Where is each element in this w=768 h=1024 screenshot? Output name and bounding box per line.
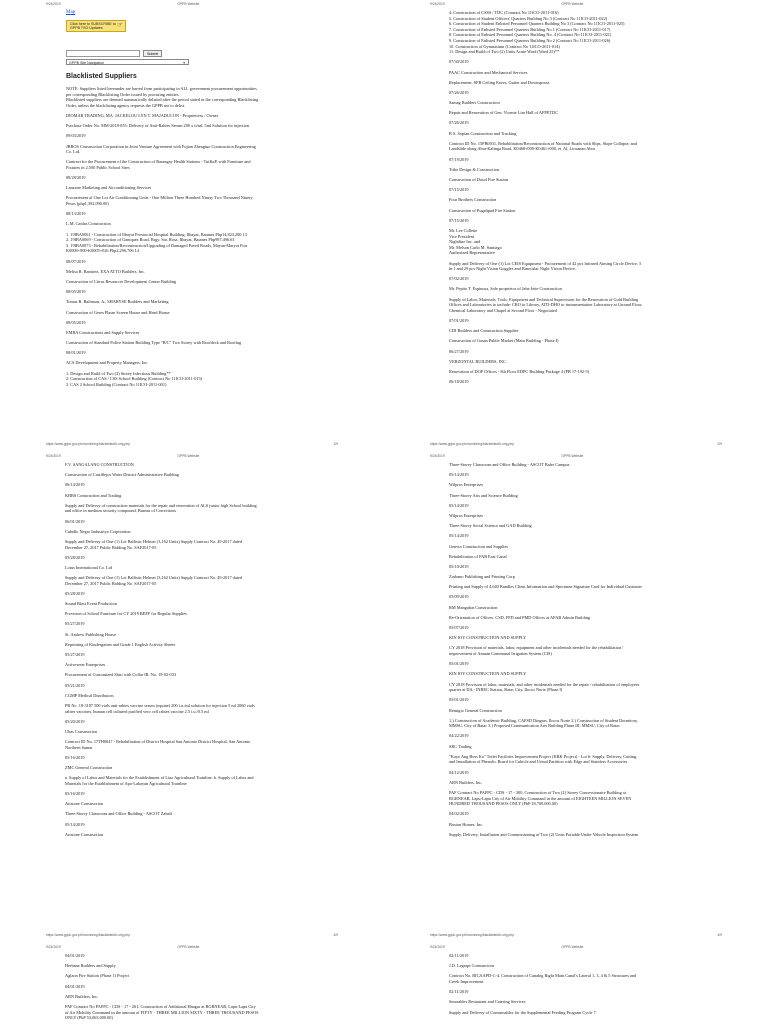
text-line: NOTE: Suppliers listed hereunder are barred from participating in ALL government procurement opportunities bbox=[66, 86, 257, 91]
text-line: PAAC Construction and Mechanical Services bbox=[449, 69, 528, 75]
text-line: 6. Construction of Student Enlisted Personnel Quarters Building No 3 (Contract No 11ICO-2011-025) bbox=[449, 21, 625, 27]
text-line: KIN IOY CONSTRUCTION AND SUPPLY bbox=[449, 671, 527, 677]
text-line: Wilpros Enterprises bbox=[449, 482, 484, 488]
text-line: Genvin Construction and Supplies bbox=[449, 543, 509, 549]
text-line: Chemical Laboratory and Chapel at Second Floor - Negotiated bbox=[449, 307, 557, 313]
text-line: Pesos (php1,392,090.00) bbox=[66, 201, 109, 207]
text-line: 9. Construction of Enlisted Personnel Quarters Building No 2 (Contract No 11ICO-2011-026) bbox=[449, 37, 611, 43]
text-line: Tomas B. Bathman, Jr., SHARYSE Builders and Marketing bbox=[66, 299, 169, 305]
text-line: 06/01/2019 bbox=[65, 518, 85, 524]
text-line: Supply and Delivery of One (1) Lot CEIS Equipment - Procurement of 42 pcs Infrared Aiming Circle Device, 5 bbox=[449, 260, 642, 266]
text-line: Supply and Delivery of One (1) Lot Ballistic Helmet (3,162 Units) Supply Contract No. 49-2017 dated bbox=[65, 575, 242, 581]
text-line: PR No. 18-3187 500 vials anti-rabies vaccine serum (equine) 200 i.u./ml solution for injection 5 ml 2060 vials bbox=[65, 702, 255, 708]
text-line: Aglaon Fire Station (Phase 1) Project bbox=[65, 973, 130, 979]
text-line: 1. Design and Build of Two (2) Storey Infectious Building** bbox=[66, 370, 171, 376]
text-line: 05/21/2019 bbox=[65, 682, 85, 688]
header-title: GPPB Website bbox=[177, 454, 200, 458]
text-line: 07/15/2019 bbox=[449, 187, 469, 193]
pdf-page-4 bbox=[384, 452, 768, 943]
text-line: per corresponding Blacklisting Order issued by procuring entities. bbox=[66, 91, 180, 97]
document-text bbox=[449, 10, 722, 385]
text-line: EMRA Constructions and Supply Services bbox=[66, 329, 140, 335]
text-line: Re-Orientation of Offices: CSD, FFD and PMD Offices at AFAB Admin Building bbox=[449, 614, 591, 620]
text-line: Smorables Restaurant and Catering Services bbox=[449, 999, 526, 1005]
text-line: Contract ID No. 15PB0031, Rehabilitation/Reconstruction of National Roads with Slips, Slope Collapse, and bbox=[449, 140, 637, 146]
text-line: 08/07/2019 bbox=[66, 258, 86, 264]
text-line: of Air Mobility Command in the amount of FIFTY - THREE MILLION SIXTY - THREE THOUSAND PESOS bbox=[65, 1009, 259, 1015]
text-line: 1.) Construction of Academic Building, CAFSD Dingras, Ilocos Norte 2.) Construction of Student Dormitory, bbox=[449, 717, 639, 723]
page-header bbox=[46, 945, 338, 951]
text-line: Remigio General Construction bbox=[449, 707, 502, 713]
text-line: 05/14/2019 bbox=[449, 502, 469, 508]
text-line: Reprinting of Kindergarten and Grade 1 English Activity Sheets bbox=[65, 641, 176, 647]
text-line: R.S. Sopian Construction and Trucking bbox=[449, 130, 517, 136]
page-number: 2/9 bbox=[717, 442, 722, 446]
document-text bbox=[449, 953, 722, 1015]
text-line: 02/11/2019 bbox=[449, 953, 469, 958]
text-line: Artstone Construction bbox=[65, 831, 104, 837]
text-line: Mr. Melson Carlo M. Santiago bbox=[449, 244, 502, 250]
text-line: Procurement of One Lot Air Conditioning Units - One Million Three Hundred Ninety Two Thousand Ninety bbox=[66, 195, 253, 201]
text-line: improvement of Amuan Communal Irrigation System (CIS) bbox=[449, 650, 552, 656]
text-line: HUNDRED THOUSAND PESOS ONLY (PhP 18,700,000.00) bbox=[449, 801, 558, 807]
text-line: 8. Construction of Enlisted Personnel Quarters Building No. 4 (Contract No 11ICO-2011-021) bbox=[449, 32, 612, 38]
text-line: 05/07/2019 bbox=[449, 625, 469, 630]
text-line: ACS Development and Property Managers, Inc bbox=[66, 360, 148, 366]
page-number: 3/9 bbox=[333, 933, 338, 937]
search-input[interactable] bbox=[66, 50, 140, 57]
text-line: Creek Improvement bbox=[449, 978, 484, 984]
page-number: 4/9 bbox=[717, 933, 722, 937]
text-line: K0008+900-K0005+026 Php2,296,706.14 bbox=[66, 248, 139, 254]
text-line: Tribe Design & Construction bbox=[449, 166, 500, 172]
text-line: 2. 19IBA0069 - Construction of Ganiquez Road, Brgy. Sta. Rosa, Ilbayat, Batanes Php987,496.63 bbox=[66, 237, 235, 243]
header-date: 9/24/2019 bbox=[430, 454, 445, 458]
text-line: 2. Construction of CAS / CSS School Building (Contract No 11ICO-2011-015) bbox=[66, 376, 203, 382]
page-footer bbox=[46, 933, 338, 939]
text-line: Three-Storey Classroom and Office Building - ASCOT Zabali bbox=[65, 811, 172, 817]
pdf-page-5 bbox=[0, 943, 384, 1024]
text-line: Authorized Representative bbox=[449, 250, 495, 256]
page-footer bbox=[46, 442, 338, 448]
text-line: quarter at DA - INREC Station, Batac City, Ilocos Norte (Phase I) bbox=[449, 687, 563, 693]
page-body bbox=[449, 462, 722, 931]
text-line: 04/22/2019 bbox=[449, 733, 469, 739]
text-line: Supply and Delivery of One (1) Lot Ballistic Helmet (3,162 Units) Supply Contract No. 49-2017 dated bbox=[65, 538, 242, 544]
text-line: 05/16/2019 bbox=[65, 791, 85, 796]
text-line: a. Supply of Labor and Materials for the Establishment of Liao Agricultural Trainline. b. Supply of Labor and bbox=[65, 775, 254, 781]
pdf-page-6 bbox=[384, 943, 768, 1024]
text-line: 3. 19IBA0073 - Rehabilitation/Reconstruction/Upgrading of Damaged Paved Roads, Mayan-Maryot Port bbox=[66, 242, 248, 248]
text-line: 1. 19IBA0061 - Construction of Ilbayat Provincial Hospital Building, Ilbayat, Batanes Php14,823,200.13 bbox=[66, 231, 247, 237]
text-line: 07/19/2019 bbox=[449, 156, 469, 162]
text-line: 06/14/2019 bbox=[65, 482, 85, 488]
header-date: 9/24/2019 bbox=[430, 2, 445, 6]
document-text bbox=[449, 462, 722, 837]
text-line: and office in medium security compound, Bureau of Corrections bbox=[65, 508, 177, 514]
text-line: Construction of Standard Police Station Building Type "B/C" Two Storey with Roofdeck and Roofing bbox=[66, 340, 242, 346]
text-line: 05/16/2019 bbox=[65, 754, 85, 760]
text-line: 05/28/2019 bbox=[65, 554, 85, 560]
page-body bbox=[449, 10, 722, 440]
page-number: 1/9 bbox=[333, 442, 338, 446]
text-line: KBBS Construction and Trading bbox=[65, 492, 122, 498]
text-line: MMSU, City of Batac 3.) Proposed Communication Arts Building Phase III, MMSU, City of Batac bbox=[449, 723, 620, 729]
text-line: Replacement: SFB Ceiling Eaves, Gutter and Downspouts bbox=[449, 79, 550, 85]
page-body bbox=[65, 462, 338, 931]
chevron-down-icon: ▾ bbox=[183, 61, 185, 65]
text-line: 04/02/2019 bbox=[449, 811, 469, 817]
page-header bbox=[46, 454, 338, 460]
page-title: Blacklisted Suppliers bbox=[66, 73, 137, 80]
text-line: CDI Builders and Construction Supplies bbox=[449, 328, 519, 334]
text-line: 07/26/2019 bbox=[449, 120, 469, 126]
text-line: Provision of School Furniture for CY 2019 BEFF for Regular Supplies bbox=[65, 611, 187, 617]
text-line: Repair and Renovation of Gen. Vicente Lim Hall of AFPETDC bbox=[449, 110, 558, 116]
site-navigation-label: GPPB Site Navigation bbox=[69, 61, 105, 65]
text-line: Procurement of Customized Shirt with Collar IB. No. 19-02-033 bbox=[65, 672, 176, 678]
text-line: Three-Storey Classroom and Office Building - ASCOT Baler Campus bbox=[449, 462, 570, 467]
text-line: Zurbano Publishing and Printing Corp bbox=[449, 574, 515, 580]
text-line: 07/30/2019 bbox=[449, 59, 469, 65]
text-line: St. Andrew Publishing House bbox=[65, 631, 116, 637]
page-header bbox=[46, 2, 338, 8]
text-line: 05/20/2019 bbox=[65, 718, 85, 724]
text-line: 05/28/2019 bbox=[65, 590, 85, 596]
text-line: Purchase Order No. MM-2018-055: Delivery of Anti-Rabies Serum 200 x ti/ml, 5ml Solution for injection bbox=[66, 123, 250, 129]
text-line: Sound Blast Event Production bbox=[65, 601, 117, 607]
text-line: Artstone Construction bbox=[65, 801, 104, 807]
page-footer bbox=[430, 442, 722, 448]
text-line: rabies vaccines, human cell cultured purified vero cell rabies vaccine 2.5 i.u./0.5 ml bbox=[65, 708, 209, 714]
pdf-page-3 bbox=[0, 452, 384, 943]
text-line: Mr. Lee Collette bbox=[449, 227, 478, 233]
text-line: 05/01/2019 bbox=[449, 661, 469, 667]
text-line: 02/11/2019 bbox=[449, 989, 469, 995]
text-line: Blacklisted suppliers are deemed automatically delisted after the period stated in the corresponding Blacklisting bbox=[66, 97, 259, 103]
text-line: 3. CAS 2 School Building (Contract No 11ICO-2011-001) bbox=[66, 381, 167, 387]
text-line: Supply of Labor, Materials, Tools, Equipment and Technical Supervision for the Renovation of Gold Building bbox=[449, 296, 639, 302]
text-line: CY 2018 Provision of materials, labor, equipment and other incidentals needed for the rehabilitation / bbox=[449, 645, 624, 651]
text-line: 07/02/2019 bbox=[449, 276, 469, 282]
text-line: Construction of Germ Plasm Screen House and Head House bbox=[66, 309, 170, 315]
text-line: CGMP Medical Distributors bbox=[65, 692, 114, 698]
text-line: ARN Builders, Inc. bbox=[449, 779, 483, 785]
text-line: and Installation of Phenolic Board for Cubicle and Urinal Partition with Edge and Stainless Accessories bbox=[449, 759, 628, 765]
text-line: 05/27/2019 bbox=[65, 651, 85, 657]
text-line: PAF Contract No PAFPC - CDS - 17 - 261, Construction of Additional Hangar at BGBNEAB, Lapu-Lapu City bbox=[65, 1003, 256, 1009]
map-link[interactable]: Map bbox=[66, 10, 76, 15]
text-line: Mr. Pepito T. Espinosa, Sole proprietor of Jabe Jette Construction bbox=[449, 286, 562, 292]
text-line: 04/01/2019 bbox=[65, 953, 85, 958]
text-line: 08/05/2019 bbox=[66, 319, 86, 325]
text-line: 05/27/2019 bbox=[65, 621, 85, 627]
page-body bbox=[65, 953, 338, 1024]
header-title: GPPB Website bbox=[561, 454, 584, 458]
text-line: Landslide along Abra-Kalinga Road, K0468+000-K0461+000, et. Al, Licuanan Abra bbox=[449, 146, 595, 152]
header-title: GPPB Website bbox=[561, 945, 584, 949]
text-line: 08/13/2019 bbox=[66, 211, 86, 217]
text-line: ZMC General Construction bbox=[65, 765, 113, 771]
header-title: GPPB Website bbox=[561, 2, 584, 6]
text-line: Four Brothers Construction bbox=[449, 197, 497, 203]
text-line: Co. Ltd. bbox=[66, 149, 81, 155]
text-line: Supply and Delivery of construction materials for the repair and renovation of ALS junior high School building bbox=[65, 502, 257, 508]
text-line: JBROS Construction Corporation in Joint Venture Agreement with Fujian Zhengtuo Construction Engineering bbox=[66, 143, 256, 149]
text-line: L.M. Canlas Construction bbox=[66, 221, 111, 227]
text-line: Vice President bbox=[449, 233, 474, 239]
search-form bbox=[66, 50, 338, 57]
text-line: Supply, Delivery, Installation and Commissioning of Two (2) Units Portable Under Vehicle Inspection System bbox=[449, 831, 639, 837]
pdf-page-2 bbox=[384, 0, 768, 452]
text-line: in 1 and 29 pcs Night Vision Goggles and Binocular Night Vision Device. bbox=[449, 266, 577, 272]
text-line: Construction of Castillejos Water District Administrative Building bbox=[65, 472, 179, 478]
page-header bbox=[430, 2, 722, 8]
text-line: 05/14/2019 bbox=[449, 533, 469, 539]
text-line: Rehabilitation of FAB East Canal bbox=[449, 553, 507, 559]
submit-button[interactable]: Submit bbox=[143, 50, 162, 57]
text-line: Lanzaire Marketing and Airconditioning Services bbox=[66, 185, 152, 191]
text-line: Order, unless the blacklisting agency requests the GPPB not to delist. bbox=[66, 102, 186, 108]
text-line: December 27, 2017 Public Bidding No. SAF2017-05 bbox=[65, 580, 157, 586]
text-line: BGBNEAB, Lapu-Lapu City of Air Mobility Command in the amount of EIGHTEEN MILLION SEVEN bbox=[449, 795, 632, 801]
text-line: Supply and Delivery of Consumables for the Supplemental Feeding Program Cycle 7 bbox=[449, 1009, 596, 1015]
text-line: Contract ID No. 17TH0047 - Rehabilitation of District Hospital San Antonio District Hospital, San Antonio bbox=[65, 739, 251, 745]
footer-url: https://www.gppb.gov.ph/monitoring/blacklisted/b-orig.php bbox=[46, 933, 131, 937]
text-line: ONLY (PhP 53,063,000.00) bbox=[65, 1015, 113, 1021]
text-line: 10. Construction of Gymnasium (Contract No 11ICO-2011-014) bbox=[449, 43, 560, 49]
text-line: Contract for the Procurement of the Construction of Barangay Health Stations - TutKaP, with Furniture and bbox=[66, 159, 251, 165]
header-date: 9/24/2019 bbox=[46, 454, 61, 458]
text-line: Three-Storey Arts and Science Building bbox=[449, 492, 518, 498]
document-text bbox=[65, 462, 338, 837]
text-line: 08/28/2019 bbox=[66, 175, 86, 181]
text-line: Wilpros Enterprises bbox=[449, 512, 484, 518]
text-line: RM Mangubat Construction bbox=[449, 604, 498, 610]
text-line: Nightline Inc. and bbox=[449, 239, 481, 245]
header-date: 9/24/2019 bbox=[46, 945, 61, 949]
text-line: 07/26/2019 bbox=[449, 89, 469, 95]
text-line: 05/09/2019 bbox=[449, 594, 469, 600]
site-navigation-select[interactable] bbox=[66, 59, 189, 65]
header-date: 9/24/2019 bbox=[46, 2, 61, 6]
header-date: 9/24/2019 bbox=[430, 945, 445, 949]
subscribe-banner-text: Click here to SUBSCRIBE to GPPB TSO Updates bbox=[70, 21, 116, 30]
text-line: Materials for the Establishment of Apo-Labayan Agricultural Trainline bbox=[65, 780, 187, 786]
text-line: 05/01/2019 bbox=[449, 697, 469, 703]
text-line: KIN IOY CONSTRUCTION AND SUPPLY bbox=[449, 635, 527, 641]
subscribe-banner[interactable] bbox=[66, 20, 126, 32]
text-line: VERZONTAL BUILDERS, INC. bbox=[449, 358, 507, 364]
page-body bbox=[66, 10, 338, 440]
text-line: 06/27/2019 bbox=[449, 348, 469, 354]
text-line: 08/01/2019 bbox=[66, 350, 86, 356]
footer-url: https://www.gppb.gov.ph/monitoring/blacklisted/b-orig.php bbox=[430, 442, 515, 446]
page-header bbox=[430, 945, 722, 951]
text-line: DIOMAR TRADING, MA. JACKELOU LYN T. MAJADUCON - Proprietress / Owner bbox=[66, 112, 219, 118]
text-line: Boston Homes, Inc. bbox=[449, 821, 484, 827]
text-line: Construction of Gasan Public Market (Main Building - Phase I) bbox=[449, 338, 559, 344]
page-body bbox=[449, 953, 722, 1024]
text-line: 09/03/2019 bbox=[66, 133, 86, 139]
text-line: 05/14/2019 bbox=[449, 472, 469, 478]
text-line: Activewear Enterprises bbox=[65, 662, 106, 668]
footer-url: https://www.gppb.gov.ph/monitoring/blacklisted/b-orig.php bbox=[46, 442, 131, 446]
text-line: 11. Design and Build of Two (2) Units Acute Ward (Ward 25)** bbox=[449, 49, 560, 55]
text-line: "Kayo Ang Boss Ko" Toilet Facilities Improvement Project (KBK Project) - Lot 6: Supply, Delivery, Cutting, bbox=[449, 753, 638, 759]
text-line: Three-Storey Social Science and GAD Building bbox=[449, 523, 532, 529]
text-line: 04/12/2019 bbox=[449, 769, 469, 775]
text-line: ARN Builders, Inc. bbox=[65, 993, 99, 999]
text-line: PAF Contract No PAFPC - CDS - 17 - 300, Construction of Two (2) Storey Concessionaire Building at bbox=[449, 790, 626, 795]
document-text bbox=[66, 86, 338, 387]
document-text bbox=[65, 953, 338, 1021]
text-line: Northern Samar bbox=[65, 744, 93, 750]
text-line: Melisa R. Ramirez, EXA ATTO Builders, Inc. bbox=[66, 268, 146, 274]
text-line: Renovation of DOF Offices - 8th Floor EDPC Building Package 4 (PB 17-192-5) bbox=[449, 368, 590, 374]
text-line: Construction of Citrus Resources Development Center Building bbox=[66, 278, 177, 284]
text-line: December 27, 2017 Public Bidding No. SAF2017-05 bbox=[65, 544, 157, 550]
text-line: Caballo Negro Industriya Corporation bbox=[65, 528, 131, 534]
text-line: CY 2018 Provision of labor, materials, and other incidentals needed for the repair / rehabilitation of employees bbox=[449, 681, 640, 687]
text-line: SRC Trading bbox=[449, 743, 472, 749]
text-line: Construction of Dasol Fire Station bbox=[449, 177, 509, 182]
header-title: GPPB Website bbox=[177, 945, 200, 949]
header-title: GPPB Website bbox=[177, 2, 200, 6]
page-footer bbox=[430, 933, 722, 939]
text-line: 05/10/2019 bbox=[449, 563, 469, 569]
footer-url: https://www.gppb.gov.ph/monitoring/blacklisted/b-orig.php bbox=[430, 933, 515, 937]
text-line: F.V. SANGALANG CONSTRUCTION bbox=[65, 462, 134, 467]
text-line: Herbana Builders and Supply bbox=[65, 963, 116, 969]
text-line: 04/01/2019 bbox=[65, 983, 85, 989]
pdf-page-1 bbox=[0, 0, 384, 452]
text-line: 05/14/2019 bbox=[65, 821, 85, 827]
text-line: Fixtures in 2,500 Public School Sites bbox=[66, 164, 130, 170]
text-line: 7. Construction of Enlisted Personnel Quarters Building No 1 (Contract No 11ICO-2011-017) bbox=[449, 26, 611, 32]
text-line: 08/05/2019 bbox=[66, 289, 86, 295]
pointer-hand-icon: ☞ bbox=[116, 21, 123, 29]
text-line: Offices and Laboratories to include: CRO to Library, ATD-DHO to instrumentation Laboratory at Ground Floor, bbox=[449, 302, 643, 308]
text-line: Lotus International Co. Ltd bbox=[65, 564, 113, 570]
text-line: J.D. Legaspi Construction bbox=[449, 963, 494, 969]
text-line: 07/01/2019 bbox=[449, 318, 469, 324]
text-line: Ubas Construction bbox=[65, 728, 98, 734]
text-line: 5. Construction of Student Officers' Quarters Building No 3 (Contract No 11ICO-2011-022) bbox=[449, 15, 608, 21]
text-line: Printing and Supply of 4,640 Bundles Client Information and Specimen Signature Card for Individual Customer bbox=[449, 584, 642, 590]
text-line: 4. Construction of CSSS / TDC (Contract No 11ICO-2011-016) bbox=[449, 10, 559, 15]
text-line: Construction of Pugalipad Fire Station bbox=[449, 207, 516, 213]
text-line: 07/15/2019 bbox=[449, 217, 469, 223]
page-header bbox=[430, 454, 722, 460]
text-line: Samag Builders Construction bbox=[449, 100, 500, 106]
text-line: 06/18/2019 bbox=[449, 379, 469, 385]
text-line: Contract No. BICAAPD-C-4, Construction of Canabig Right Main Canal's Lateral 1, 3, 4 & 5 Structures and bbox=[449, 973, 637, 979]
